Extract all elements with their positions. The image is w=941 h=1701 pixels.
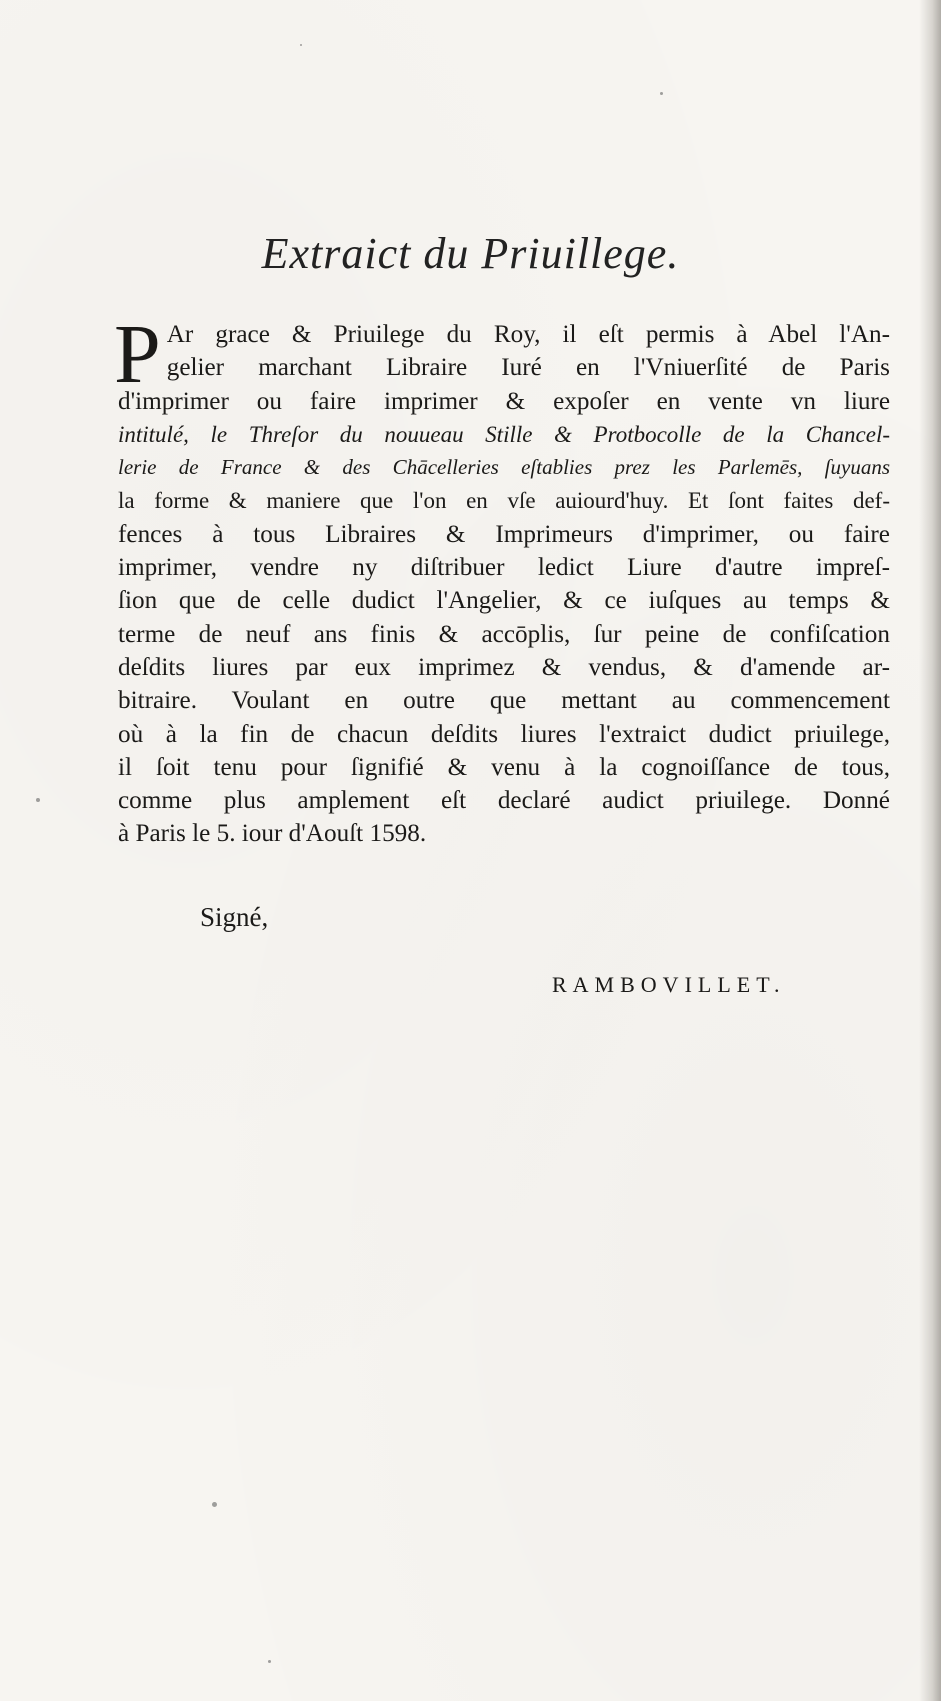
text-line: à Paris le 5. iour d'Aouſt 1598. [118,820,427,848]
signed-label: Signé, [200,902,269,932]
paper-speck [268,1660,271,1663]
text-line: lerie de France & des Chācelleries eſtablies prez les Parlemēs, ſuyuans [118,455,890,480]
text-line: où à la fin de chacun deſdits liures l'extraict dudict priuilege, [118,720,890,748]
text-line: gelier marchant Libraire Iuré en l'Vniuerſité de Paris [166,354,890,382]
text-line: Ar grace & Priuilege du Roy, il eſt permis à Abel l'An- [166,321,890,348]
paper-speck [300,44,302,46]
text-line: deſdits liures par eux imprimez & vendus, & d'amende ar- [118,653,890,681]
text-line: la forme & maniere que l'on en vſe auiourd'huy. Et ſont faites def- [118,488,890,514]
text-line: ſion que de celle dudict l'Angelier, & ce iuſques au temps & [118,587,890,615]
text-line: d'imprimer ou faire imprimer & expoſer en vente vn liure [118,387,890,415]
privilege-text [114,308,890,851]
page-title: Extraict du Priuillege. [261,229,680,278]
paper-speck [660,92,663,95]
text-line: intitulé, le Threſor du nouueau Stille & Protbocolle de la Chancel- [118,421,890,447]
paper-speck [212,1502,217,1507]
paper-speck [36,798,40,802]
text-line: fences à tous Libraires & Imprimeurs d'imprimer, ou faire [118,520,890,548]
text-line: terme de neuf ans finis & accōplis, ſur peine de confiſcation [118,620,890,648]
text-line: imprimer, vendre ny diſtribuer ledict Liure d'autre impreſ- [118,554,890,582]
text-line: bitraire. Voulant en outre que mettant au commencement [118,687,890,715]
drop-cap: P [114,308,161,401]
signer-name: RAMBOVILLET. [552,972,786,997]
text-line: comme plus amplement eſt declaré audict priuilege. Donné [118,787,890,815]
text-line: il ſoit tenu pour ſignifié & venu à la cognoiſſance de tous, [118,753,890,781]
